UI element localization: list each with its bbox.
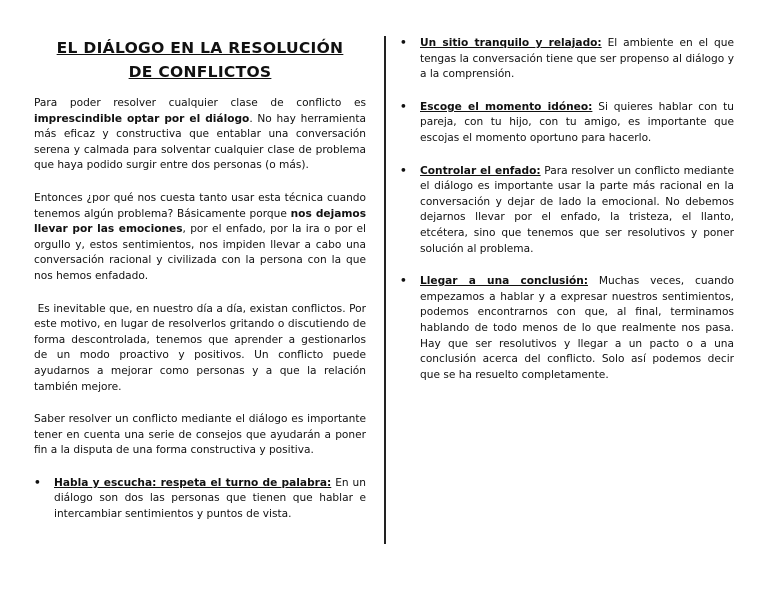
bullet-icon: • xyxy=(400,37,407,49)
paragraph-intro-before: Para poder resolver cualquier clase de conflicto es xyxy=(34,97,366,109)
title-line-1: EL DIÁLOGO EN LA RESOLUCIÓN xyxy=(56,39,344,57)
paragraph-emotions xyxy=(34,191,366,285)
bullet-icon: • xyxy=(400,164,407,177)
bullet-item-controlar-enfado xyxy=(400,164,734,258)
bullet-item-habla-escucha xyxy=(34,476,366,523)
paragraph-intro xyxy=(34,96,366,174)
bullet-text: El ambiente en el que tengas la conversación tiene que ser propenso al diálogo y a la comprensión. xyxy=(420,37,734,81)
paragraph-emotions-after: , por el enfado, por la ira o por el orgullo y, estos sentimientos, nos impiden llevar a cabo una conversación racional y civilizada con la persona con la que nos hemos enfadado. xyxy=(34,223,367,282)
paragraph-emotions-before: Entonces ¿por qué nos cuesta tanto usar esta técnica cuando tenemos algún problema? Básicamente porque xyxy=(34,191,366,220)
bullet-item-llegar-conclusion xyxy=(400,274,734,383)
bullet-heading: Habla y escucha: respeta el turno de palabra: xyxy=(54,476,332,489)
bullet-text: Muchas veces, cuando empezamos a hablar y a expresar nuestros sentimientos, podemos encontrarnos con que, al final, terminamos hablando de todo menos de lo que realmente nos pasa. Hay que ser resolutivos y llegar a un pacto o a una conclusión acerca del conflicto. Solo así podemos decir que se ha resuelto completamente. xyxy=(420,275,734,381)
right-bullet-list xyxy=(400,36,734,383)
bullet-heading: Llegar a una conclusión: xyxy=(420,275,589,288)
paragraph-inevitable: Es inevitable que, en nuestro día a día, existan conflictos. Por este motivo, en lugar de resolverlos gritando o discutiendo de forma descontrolada, tenemos que aprender a gestionarlos de un modo proactivo y positivos. Un conflicto puede ayudarnos a mejorar como personas y a que la relación también mejore. xyxy=(34,302,370,393)
paragraph-advice: Saber resolver un conflicto mediante el diálogo es importante tener en cuenta una serie de consejos que ayudarán a poner fin a la disputa de una forma constructiva y positiva. xyxy=(34,413,366,457)
paragraph-emotions-bold: nos dejamos llevar por las emociones xyxy=(34,207,366,236)
bullet-heading: Escoge el momento idóneo: xyxy=(420,100,593,113)
bullet-text: En un diálogo son dos las personas que tienen que hablar e intercambiar sentimientos y puntos de vista. xyxy=(54,476,366,521)
bullet-item-sitio-tranquilo xyxy=(400,36,734,83)
bullet-item-momento-idoneo xyxy=(400,100,734,147)
paragraph-intro-bold: imprescindible optar por el diálogo xyxy=(34,112,250,125)
document-title xyxy=(34,36,366,84)
bullet-text: Para resolver un conflicto mediante el diálogo es importante usar la parte más racional en la conversación y dejar de lado la emocional. No debemos dejarnos llevar por el enfado, la tristeza, el llanto, etcétera, sino que tenemos que ser resolutivos y poner solución al problema. xyxy=(420,164,734,255)
bullet-heading: Un sitio tranquilo y relajado: xyxy=(420,37,602,49)
bullet-heading: Controlar el enfado: xyxy=(420,164,541,177)
title-line-2: DE CONFLICTOS xyxy=(128,63,272,81)
bullet-icon: • xyxy=(400,275,407,288)
column-divider xyxy=(384,36,386,544)
left-column xyxy=(34,0,370,523)
bullet-icon: • xyxy=(400,100,407,113)
bullet-icon: • xyxy=(34,476,41,489)
right-column xyxy=(400,0,734,383)
bullet-text: Si quieres hablar con tu pareja, con tu hijo, con tu amigo, es importante que escojas el momento oportuno para hacerlo. xyxy=(420,100,734,144)
left-bullet-list xyxy=(34,476,366,523)
paragraph-intro-after: . No hay herramienta más eficaz y constructiva que entablar una conversación serena y calmada para solventar cualquier clase de problema que haya podido surgir entre dos personas (o más). xyxy=(34,112,366,172)
